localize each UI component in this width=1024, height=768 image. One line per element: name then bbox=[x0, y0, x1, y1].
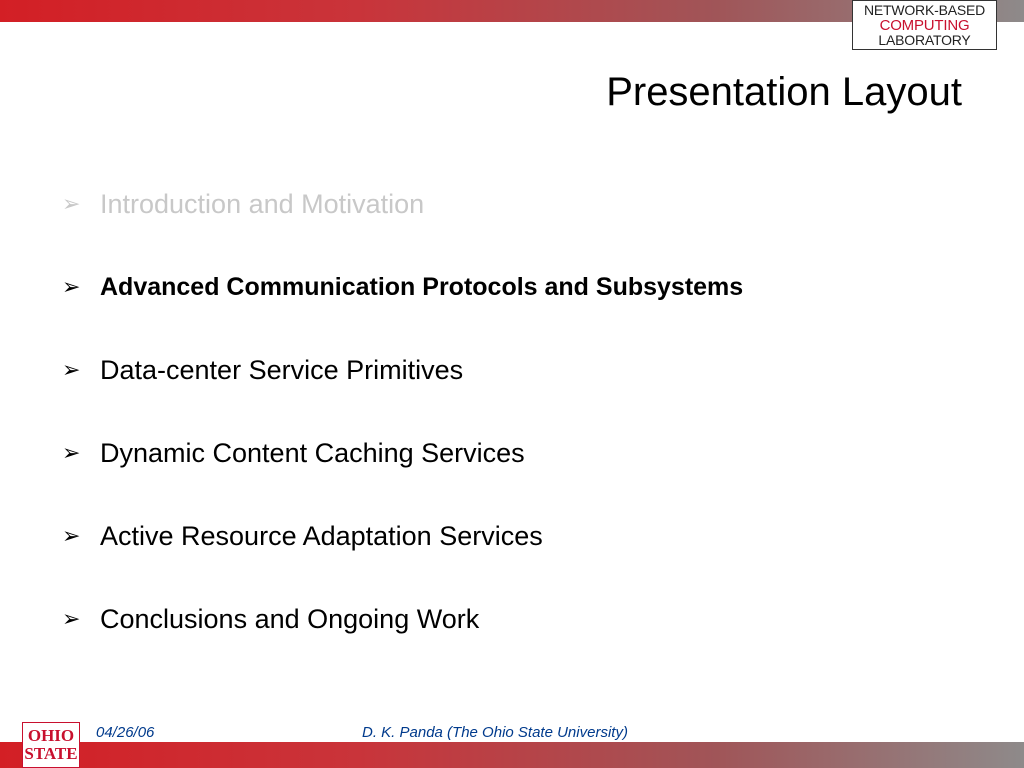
bullet-item-conclusions bbox=[62, 601, 743, 637]
bullet-item-introduction bbox=[62, 186, 743, 222]
footer-author: D. K. Panda (The Ohio State University) bbox=[362, 724, 628, 741]
bullet-list bbox=[62, 186, 743, 684]
bullet-label: Data-center Service Primitives bbox=[100, 354, 464, 385]
arrow-right-icon: ➢ bbox=[62, 523, 81, 548]
bullet-label: Advanced Communication Protocols and Subsystems bbox=[100, 272, 744, 301]
slide-title: Presentation Layout bbox=[606, 70, 962, 114]
lab-logo-line-3: LABORATORY bbox=[878, 32, 971, 48]
bullet-item-caching bbox=[62, 435, 743, 471]
bullet-item-resource-adaptation bbox=[62, 518, 743, 554]
arrow-right-icon: ➢ bbox=[62, 440, 81, 465]
bullet-label: Introduction and Motivation bbox=[100, 188, 425, 219]
osu-logo-line-1: OHIO bbox=[27, 726, 75, 745]
arrow-right-icon: ➢ bbox=[62, 606, 81, 631]
arrow-right-icon: ➢ bbox=[62, 191, 81, 216]
bullet-item-data-center bbox=[62, 352, 743, 388]
arrow-right-icon: ➢ bbox=[62, 357, 81, 382]
lab-logo-line-2: COMPUTING bbox=[879, 17, 970, 34]
arrow-right-icon: ➢ bbox=[62, 274, 81, 299]
bullet-item-advanced-protocols bbox=[62, 269, 743, 305]
ohio-state-logo bbox=[22, 722, 80, 768]
osu-logo-line-2: STATE bbox=[24, 744, 78, 763]
lab-logo-line-1: NETWORK-BASED bbox=[863, 2, 986, 18]
bullet-label: Conclusions and Ongoing Work bbox=[100, 603, 480, 634]
lab-logo bbox=[852, 0, 997, 50]
footer-date: 04/26/06 bbox=[96, 724, 155, 741]
bottom-accent-bar bbox=[0, 742, 1024, 768]
bullet-label: Active Resource Adaptation Services bbox=[100, 520, 543, 551]
bullet-label: Dynamic Content Caching Services bbox=[100, 437, 525, 468]
